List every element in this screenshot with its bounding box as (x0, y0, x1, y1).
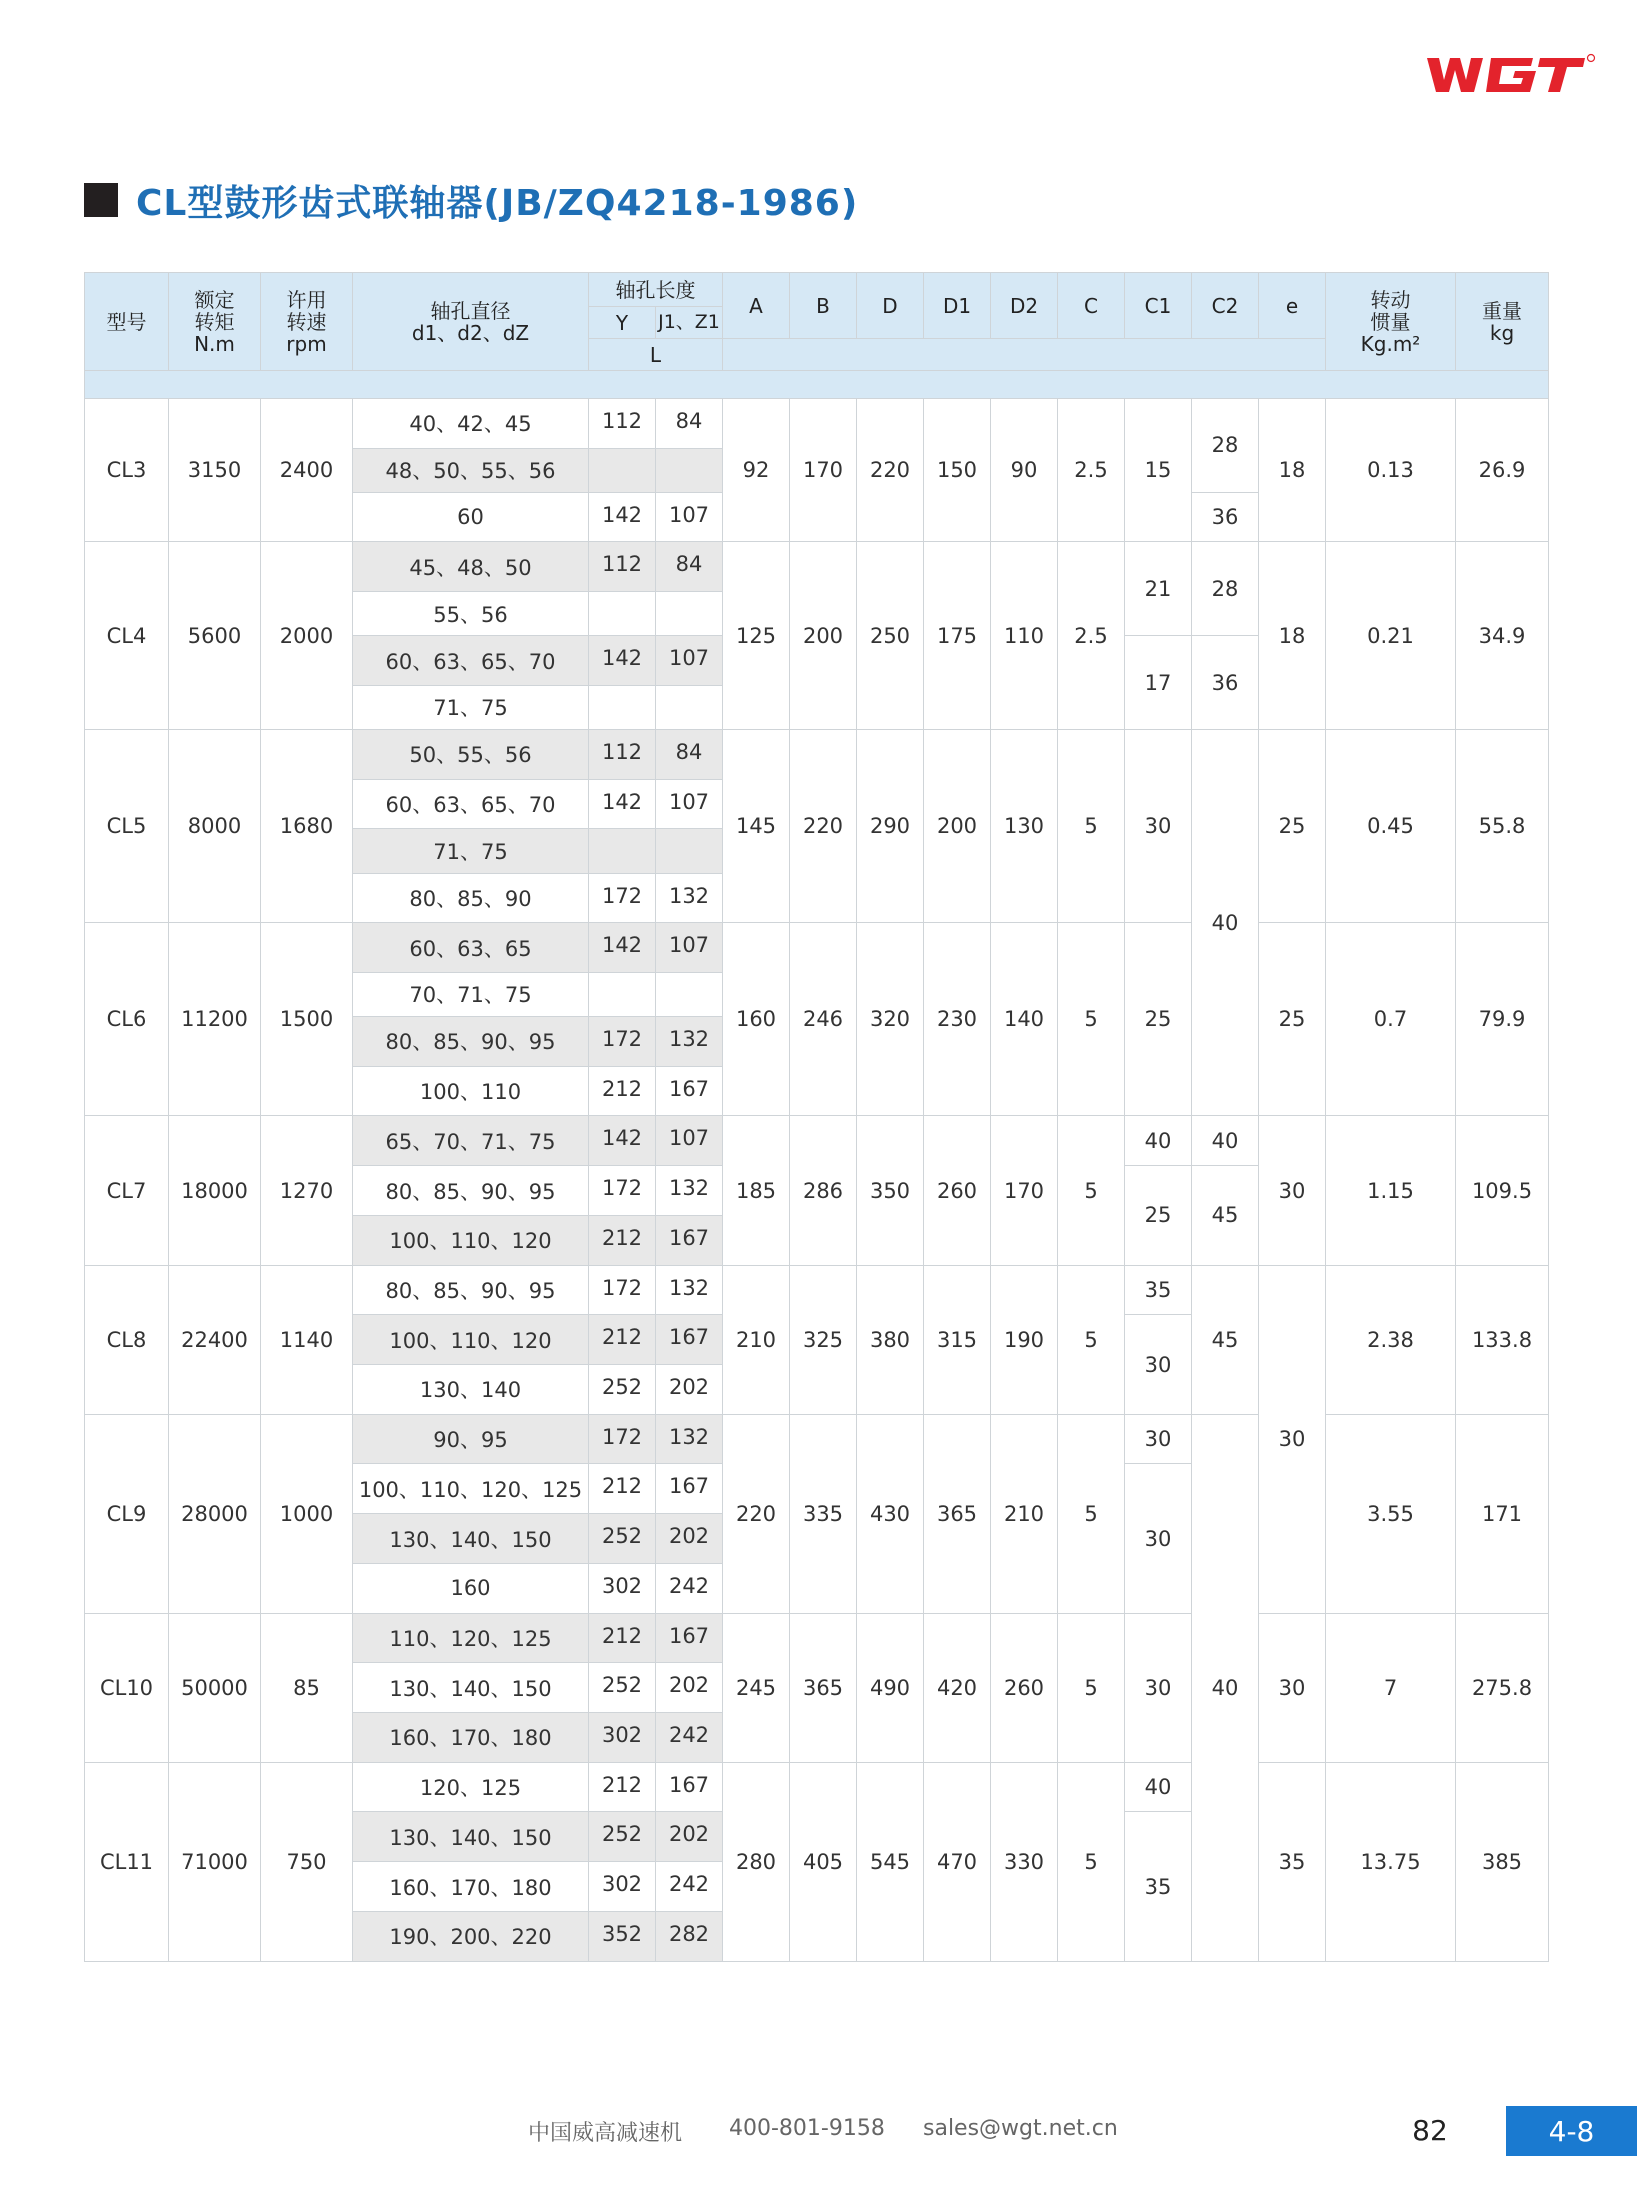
bore-cell: 130、140、150 (353, 1514, 589, 1564)
j-cell: 242 (656, 1713, 723, 1763)
y-cell: 302 (589, 1862, 656, 1912)
c1-cell: 30 (1125, 1613, 1192, 1762)
bore-cell: 70、71、75 (353, 972, 589, 1016)
header-l: L (589, 339, 723, 371)
j-cell (656, 972, 723, 1016)
a-cell: 125 (723, 542, 790, 730)
model-cell: CL7 (85, 1116, 169, 1265)
d-cell: 320 (857, 923, 924, 1116)
header-d: D (857, 273, 924, 339)
j-cell: 167 (656, 1762, 723, 1812)
c-cell: 2.5 (1058, 399, 1125, 542)
inertia-cell: 13.75 (1326, 1762, 1456, 1961)
c1-cell: 30 (1125, 1315, 1192, 1414)
bore-cell: 160 (353, 1563, 589, 1613)
inertia-cell: 3.55 (1326, 1414, 1456, 1613)
a-cell: 92 (723, 399, 790, 542)
y-cell: 142 (589, 492, 656, 542)
header-a: A (723, 273, 790, 339)
j-cell: 167 (656, 1613, 723, 1663)
j-cell: 107 (656, 779, 723, 829)
d-cell: 350 (857, 1116, 924, 1265)
d1-cell: 260 (924, 1116, 991, 1265)
j-cell: 242 (656, 1862, 723, 1912)
bore-cell: 45、48、50 (353, 542, 589, 592)
y-cell: 212 (589, 1315, 656, 1365)
y-cell: 352 (589, 1911, 656, 1961)
a-cell: 160 (723, 923, 790, 1116)
y-cell: 212 (589, 1762, 656, 1812)
j-cell: 167 (656, 1315, 723, 1365)
y-cell: 172 (589, 1265, 656, 1315)
j-cell: 167 (656, 1066, 723, 1116)
c1-cell: 40 (1125, 1116, 1192, 1166)
weight-cell: 26.9 (1456, 399, 1549, 542)
j-cell: 132 (656, 1166, 723, 1216)
inertia-cell: 0.45 (1326, 730, 1456, 923)
bore-cell: 110、120、125 (353, 1613, 589, 1663)
d2-cell: 140 (991, 923, 1058, 1116)
bore-cell: 190、200、220 (353, 1911, 589, 1961)
c1-cell: 30 (1125, 730, 1192, 923)
bore-cell: 120、125 (353, 1762, 589, 1812)
y-cell (589, 972, 656, 1016)
y-cell: 252 (589, 1812, 656, 1862)
b-cell: 200 (790, 542, 857, 730)
bore-cell: 90、95 (353, 1414, 589, 1464)
speed-cell: 1000 (261, 1414, 353, 1613)
d1-cell: 365 (924, 1414, 991, 1613)
inertia-cell: 0.21 (1326, 542, 1456, 730)
b-cell: 286 (790, 1116, 857, 1265)
weight-cell: 55.8 (1456, 730, 1549, 923)
j-cell: 132 (656, 1265, 723, 1315)
b-cell: 170 (790, 399, 857, 542)
page-title: CL型鼓形齿式联轴器(JB/ZQ4218-1986) (136, 182, 859, 224)
page-number: 82 (1412, 2114, 1448, 2147)
bore-cell: 130、140 (353, 1365, 589, 1415)
a-cell: 245 (723, 1613, 790, 1762)
weight-cell: 133.8 (1456, 1265, 1549, 1414)
c1-cell: 17 (1125, 636, 1192, 730)
c2-cell: 40 (1192, 1414, 1259, 1961)
inertia-cell: 1.15 (1326, 1116, 1456, 1265)
j-cell: 84 (656, 399, 723, 449)
c-cell: 5 (1058, 730, 1125, 923)
torque-cell: 50000 (169, 1613, 261, 1762)
d-cell: 430 (857, 1414, 924, 1613)
speed-cell: 1140 (261, 1265, 353, 1414)
b-cell: 365 (790, 1613, 857, 1762)
c2-cell: 36 (1192, 636, 1259, 730)
j-cell: 242 (656, 1563, 723, 1613)
weight-cell: 34.9 (1456, 542, 1549, 730)
y-cell (589, 448, 656, 492)
y-cell: 252 (589, 1514, 656, 1564)
e-cell: 18 (1259, 399, 1326, 542)
d1-cell: 150 (924, 399, 991, 542)
j-cell: 84 (656, 730, 723, 780)
y-cell: 172 (589, 873, 656, 923)
brand-logo (1425, 52, 1597, 97)
speed-cell: 1500 (261, 923, 353, 1116)
j-cell (656, 829, 723, 873)
footer-company: 中国威高减速机 (528, 2121, 683, 2146)
j-cell (656, 685, 723, 729)
c-cell: 5 (1058, 1116, 1125, 1265)
section-title (84, 175, 858, 225)
bore-cell: 130、140、150 (353, 1812, 589, 1862)
y-cell: 252 (589, 1365, 656, 1415)
bore-cell: 160、170、180 (353, 1862, 589, 1912)
b-cell: 335 (790, 1414, 857, 1613)
model-cell: CL10 (85, 1613, 169, 1762)
d1-cell: 420 (924, 1613, 991, 1762)
spec-table (84, 272, 1548, 1962)
inertia-cell: 2.38 (1326, 1265, 1456, 1414)
bore-cell: 60、63、65、70 (353, 636, 589, 686)
j-cell: 132 (656, 1414, 723, 1464)
header-d2: D2 (991, 273, 1058, 339)
bore-cell: 60、63、65 (353, 923, 589, 973)
speed-cell: 85 (261, 1613, 353, 1762)
c1-cell: 30 (1125, 1464, 1192, 1613)
header-blank (723, 339, 1326, 371)
header-b: B (790, 273, 857, 339)
bore-cell: 100、110、120 (353, 1215, 589, 1265)
c1-cell: 15 (1125, 399, 1192, 542)
j-cell: 282 (656, 1911, 723, 1961)
bore-cell: 40、42、45 (353, 399, 589, 449)
j-cell: 107 (656, 492, 723, 542)
model-cell: CL4 (85, 542, 169, 730)
weight-cell: 171 (1456, 1414, 1549, 1613)
j-cell: 107 (656, 636, 723, 686)
bore-cell: 60 (353, 492, 589, 542)
c1-cell: 25 (1125, 1166, 1192, 1265)
d2-cell: 170 (991, 1116, 1058, 1265)
torque-cell: 5600 (169, 542, 261, 730)
d1-cell: 230 (924, 923, 991, 1116)
weight-cell: 385 (1456, 1762, 1549, 1961)
e-cell: 30 (1259, 1613, 1326, 1762)
bore-cell: 71、75 (353, 685, 589, 729)
model-cell: CL3 (85, 399, 169, 542)
torque-cell: 11200 (169, 923, 261, 1116)
header-bore: 轴孔直径 d1、d2、dZ (353, 273, 589, 371)
bore-cell: 80、85、90、95 (353, 1166, 589, 1216)
e-cell: 25 (1259, 730, 1326, 923)
y-cell: 142 (589, 923, 656, 973)
c1-cell: 21 (1125, 542, 1192, 636)
bore-cell: 100、110、120、125 (353, 1464, 589, 1514)
bore-cell: 100、110 (353, 1066, 589, 1116)
y-cell (589, 685, 656, 729)
title-marker (84, 183, 118, 217)
y-cell: 172 (589, 1414, 656, 1464)
e-cell: 30 (1259, 1265, 1326, 1613)
j-cell: 107 (656, 923, 723, 973)
bore-cell: 60、63、65、70 (353, 779, 589, 829)
y-cell (589, 592, 656, 636)
a-cell: 220 (723, 1414, 790, 1613)
c-cell: 2.5 (1058, 542, 1125, 730)
header-j1z1: J1、Z1 (656, 307, 723, 339)
e-cell: 25 (1259, 923, 1326, 1116)
c1-cell: 25 (1125, 923, 1192, 1116)
a-cell: 145 (723, 730, 790, 923)
e-cell: 18 (1259, 542, 1326, 730)
y-cell: 302 (589, 1713, 656, 1763)
section-number: 4-8 (1506, 2106, 1637, 2156)
speed-cell: 2400 (261, 399, 353, 542)
j-cell: 167 (656, 1215, 723, 1265)
d2-cell: 110 (991, 542, 1058, 730)
header-weight: 重量 kg (1456, 273, 1549, 371)
c2-cell: 45 (1192, 1166, 1259, 1265)
model-cell: CL5 (85, 730, 169, 923)
bore-cell: 160、170、180 (353, 1713, 589, 1763)
d2-cell: 210 (991, 1414, 1058, 1613)
j-cell: 132 (656, 1016, 723, 1066)
y-cell: 212 (589, 1613, 656, 1663)
c1-cell: 35 (1125, 1812, 1192, 1962)
inertia-cell: 7 (1326, 1613, 1456, 1762)
header-inertia: 转动 惯量 Kg.m² (1326, 273, 1456, 371)
model-cell: CL9 (85, 1414, 169, 1613)
b-cell: 405 (790, 1762, 857, 1961)
bore-cell: 80、85、90、95 (353, 1265, 589, 1315)
y-cell: 142 (589, 636, 656, 686)
bore-cell: 71、75 (353, 829, 589, 873)
y-cell: 302 (589, 1563, 656, 1613)
j-cell: 107 (656, 1116, 723, 1166)
header-speed: 许用 转速 rpm (261, 273, 353, 371)
weight-cell: 79.9 (1456, 923, 1549, 1116)
j-cell: 132 (656, 873, 723, 923)
bore-cell: 65、70、71、75 (353, 1116, 589, 1166)
speed-cell: 1270 (261, 1116, 353, 1265)
c-cell: 5 (1058, 1613, 1125, 1762)
inertia-cell: 0.13 (1326, 399, 1456, 542)
e-cell: 35 (1259, 1762, 1326, 1961)
d2-cell: 130 (991, 730, 1058, 923)
d-cell: 380 (857, 1265, 924, 1414)
header-d1: D1 (924, 273, 991, 339)
speed-cell: 2000 (261, 542, 353, 730)
c2-cell: 28 (1192, 542, 1259, 636)
header-bore-length: 轴孔长度 (589, 273, 723, 307)
bore-cell: 100、110、120 (353, 1315, 589, 1365)
j-cell: 202 (656, 1365, 723, 1415)
header-torque: 额定 转矩 N.m (169, 273, 261, 371)
a-cell: 210 (723, 1265, 790, 1414)
a-cell: 185 (723, 1116, 790, 1265)
y-cell: 172 (589, 1166, 656, 1216)
torque-cell: 71000 (169, 1762, 261, 1961)
c1-cell: 35 (1125, 1265, 1192, 1315)
speed-cell: 750 (261, 1762, 353, 1961)
bore-cell: 80、85、90、95 (353, 1016, 589, 1066)
inertia-cell: 0.7 (1326, 923, 1456, 1116)
e-cell: 30 (1259, 1116, 1326, 1265)
j-cell: 202 (656, 1514, 723, 1564)
j-cell: 167 (656, 1464, 723, 1514)
d1-cell: 470 (924, 1762, 991, 1961)
y-cell: 212 (589, 1464, 656, 1514)
torque-cell: 3150 (169, 399, 261, 542)
d2-cell: 190 (991, 1265, 1058, 1414)
torque-cell: 28000 (169, 1414, 261, 1613)
d-cell: 290 (857, 730, 924, 923)
d2-cell: 330 (991, 1762, 1058, 1961)
j-cell (656, 592, 723, 636)
c2-cell: 40 (1192, 730, 1259, 1116)
c-cell: 5 (1058, 923, 1125, 1116)
c2-cell: 36 (1192, 492, 1259, 542)
c2-cell: 45 (1192, 1265, 1259, 1414)
header-model: 型号 (85, 273, 169, 371)
y-cell: 112 (589, 399, 656, 449)
torque-cell: 8000 (169, 730, 261, 923)
c1-cell: 40 (1125, 1762, 1192, 1812)
bore-cell: 55、56 (353, 592, 589, 636)
header-y: Y (589, 307, 656, 339)
b-cell: 246 (790, 923, 857, 1116)
header-c: C (1058, 273, 1125, 339)
d1-cell: 200 (924, 730, 991, 923)
header-c1: C1 (1125, 273, 1192, 339)
y-cell: 172 (589, 1016, 656, 1066)
footer-email[interactable]: sales@wgt.net.cn (923, 2116, 1118, 2141)
y-cell: 212 (589, 1066, 656, 1116)
c2-cell: 40 (1192, 1116, 1259, 1166)
d-cell: 250 (857, 542, 924, 730)
y-cell: 112 (589, 730, 656, 780)
d2-cell: 90 (991, 399, 1058, 542)
d1-cell: 175 (924, 542, 991, 730)
bore-cell: 80、85、90 (353, 873, 589, 923)
c-cell: 5 (1058, 1414, 1125, 1613)
b-cell: 325 (790, 1265, 857, 1414)
bore-cell: 48、50、55、56 (353, 448, 589, 492)
bore-cell: 130、140、150 (353, 1663, 589, 1713)
bore-cell: 50、55、56 (353, 730, 589, 780)
y-cell (589, 829, 656, 873)
model-cell: CL11 (85, 1762, 169, 1961)
torque-cell: 18000 (169, 1116, 261, 1265)
c-cell: 5 (1058, 1265, 1125, 1414)
d-cell: 220 (857, 399, 924, 542)
d1-cell: 315 (924, 1265, 991, 1414)
header-e: e (1259, 273, 1326, 339)
header-spacer (85, 371, 1549, 399)
y-cell: 212 (589, 1215, 656, 1265)
a-cell: 280 (723, 1762, 790, 1961)
c-cell: 5 (1058, 1762, 1125, 1961)
c1-cell: 30 (1125, 1414, 1192, 1464)
d2-cell: 260 (991, 1613, 1058, 1762)
y-cell: 142 (589, 1116, 656, 1166)
header-c2: C2 (1192, 273, 1259, 339)
y-cell: 112 (589, 542, 656, 592)
y-cell: 142 (589, 779, 656, 829)
j-cell: 202 (656, 1663, 723, 1713)
d-cell: 545 (857, 1762, 924, 1961)
j-cell: 84 (656, 542, 723, 592)
y-cell: 252 (589, 1663, 656, 1713)
model-cell: CL8 (85, 1265, 169, 1414)
weight-cell: 109.5 (1456, 1116, 1549, 1265)
weight-cell: 275.8 (1456, 1613, 1549, 1762)
torque-cell: 22400 (169, 1265, 261, 1414)
b-cell: 220 (790, 730, 857, 923)
footer-phone[interactable]: 400-801-9158 (729, 2116, 885, 2141)
speed-cell: 1680 (261, 730, 353, 923)
j-cell (656, 448, 723, 492)
model-cell: CL6 (85, 923, 169, 1116)
c2-cell: 28 (1192, 399, 1259, 493)
d-cell: 490 (857, 1613, 924, 1762)
j-cell: 202 (656, 1812, 723, 1862)
